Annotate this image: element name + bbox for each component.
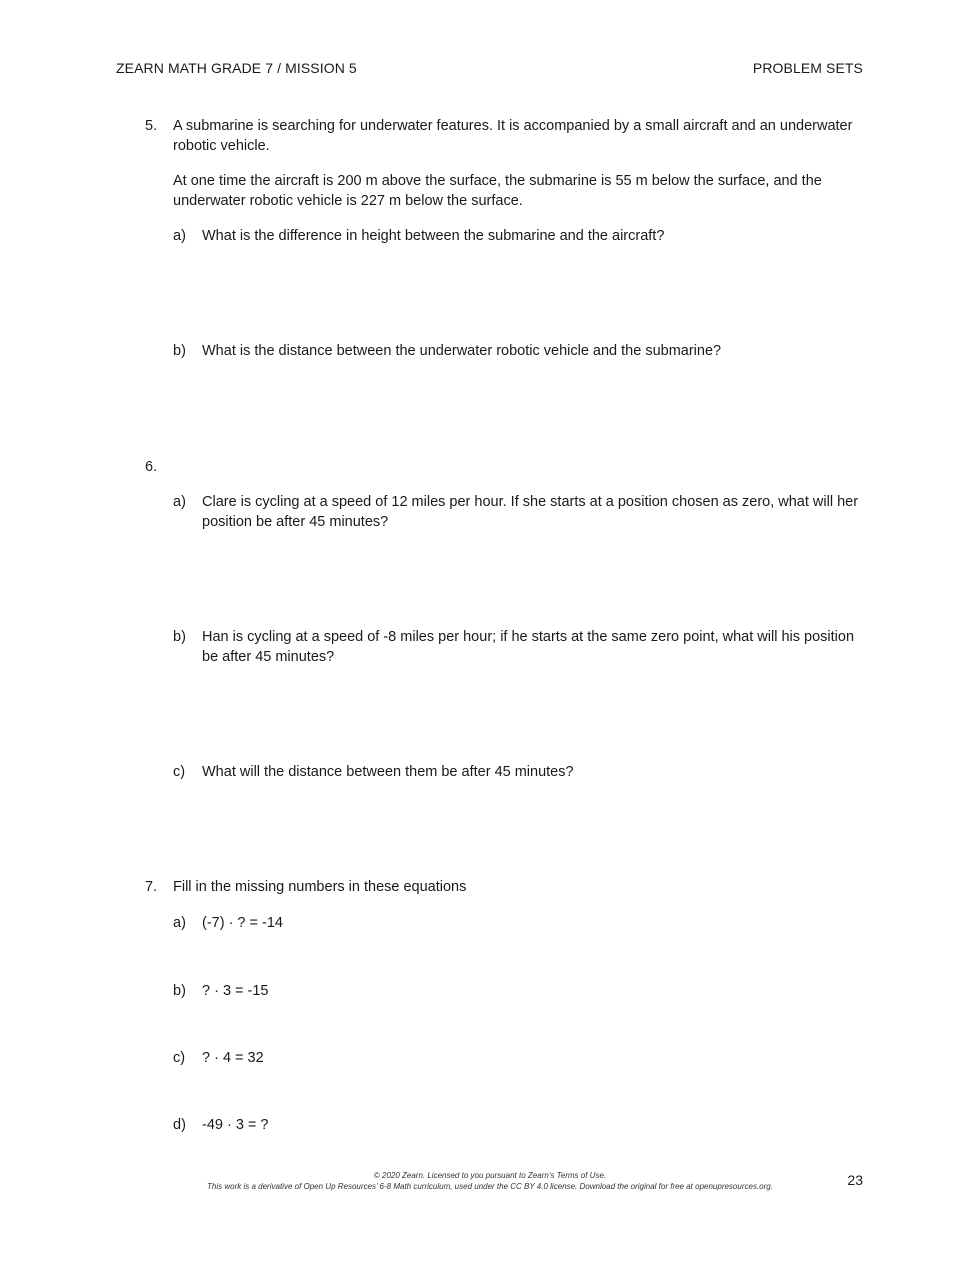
problem-context: At one time the aircraft is 200 m above the surface, the submarine is 55 m below the surface, and the underwater robotic vehicle is 227 m below the surface.	[173, 173, 822, 209]
footer-copyright: © 2020 Zearn. Licensed to you pursuant to Zearn’s Terms of Use.	[373, 1171, 607, 1180]
problem-stem: A submarine is searching for underwater features. It is accompanied by a small aircraft and an underwater robotic vehicle.	[173, 118, 853, 154]
part-question: What is the difference in height between the submarine and the aircraft?	[202, 228, 665, 244]
equation: ? · 4 = 32	[202, 1050, 264, 1066]
part-question: What will the distance between them be after 45 minutes?	[202, 764, 574, 780]
part-label: c)	[173, 764, 186, 780]
page-header	[116, 60, 863, 78]
footer-license: This work is a derivative of Open Up Resources’ 6-8 Math curriculum, used under the CC BY 4.0 license. Download the original for free at openupresources.org.	[207, 1182, 773, 1191]
part-label: a)	[173, 494, 186, 510]
header-course-title: ZEARN MATH GRADE 7 / MISSION 5	[116, 60, 357, 76]
problem-number: 7.	[145, 879, 158, 895]
part-label: c)	[173, 1050, 186, 1066]
equation: -49 · 3 = ?	[202, 1117, 269, 1133]
part-question: Clare is cycling at a speed of 12 miles per hour. If she starts at a position chosen as zero, what will her position be after 45 minutes?	[202, 494, 859, 530]
header-section-title: PROBLEM SETS	[752, 60, 863, 76]
equation: ? · 3 = -15	[202, 983, 269, 999]
page-number: 23	[847, 1172, 863, 1188]
part-label: b)	[173, 629, 186, 645]
part-label: a)	[173, 915, 186, 931]
part-question: What is the distance between the underwater robotic vehicle and the submarine?	[202, 343, 722, 359]
part-label: b)	[173, 343, 186, 359]
problem-stem: Fill in the missing numbers in these equations	[173, 879, 467, 895]
part-label: a)	[173, 228, 186, 244]
part-label: b)	[173, 983, 186, 999]
problem-number: 6.	[145, 459, 158, 475]
part-question: Han is cycling at a speed of -8 miles per hour; if he starts at the same zero point, what will his position be after 45 minutes?	[202, 629, 855, 665]
page-footer	[150, 1170, 830, 1192]
equation: (-7) · ? = -14	[202, 915, 283, 931]
part-label: d)	[173, 1117, 186, 1133]
problem-number: 5.	[145, 118, 158, 134]
